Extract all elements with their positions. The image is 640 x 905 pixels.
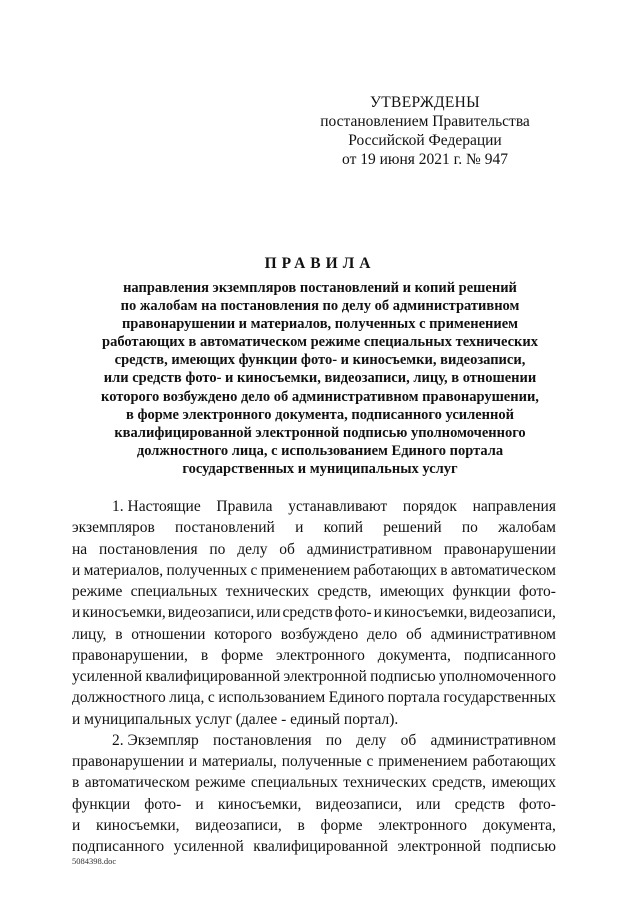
body-word: решений (383, 519, 442, 537)
body-word: по (209, 540, 226, 558)
body-word: специальных (250, 774, 338, 792)
body-line (72, 645, 556, 666)
body-word: лица, (169, 689, 205, 707)
body-word: имеющих (379, 583, 445, 600)
body-word: форме (221, 646, 264, 664)
subtitle-line: квалифицированной электронной подписью уполномоченного (114, 424, 526, 441)
subtitle-line: по жалобам на постановления по делу об административном (120, 298, 520, 315)
body-word: усиленной (72, 668, 143, 685)
body-word: применением (260, 561, 351, 579)
body-line (72, 709, 556, 730)
body-word: административном (430, 625, 556, 643)
body-word: форме (320, 816, 363, 834)
body-word: и (195, 795, 204, 813)
subtitle-line: или средств фото- и киносъемки, видеозаписи, лицу, в отношении (103, 370, 537, 387)
subtitle-line: работающих в автоматическом режиме специальных технических (102, 334, 538, 351)
body-word: с (366, 753, 374, 770)
body-word: в (115, 625, 123, 643)
subtitle-line: правонарушении и материалов, полученных с применением (121, 316, 519, 333)
body-word: административном (430, 731, 556, 749)
body-word: специальных (130, 583, 218, 600)
body-word: фото- (518, 795, 556, 813)
body-line (72, 560, 556, 581)
body-word: в (440, 561, 448, 579)
body-word: об (279, 540, 295, 558)
body-word: на (72, 540, 88, 558)
body-word: отношении (131, 625, 206, 643)
body-word: должностного (72, 689, 166, 707)
approval-heading: УТВЕРЖДЕНЫ (370, 94, 480, 111)
body-word: видеозаписи, (167, 604, 255, 622)
body-line (72, 687, 556, 708)
body-word: дело (367, 625, 398, 643)
body-word: использованием (218, 689, 326, 707)
body-word: автоматическом (450, 561, 556, 579)
document-body (72, 496, 556, 857)
body-word: фото- (518, 583, 556, 600)
body-word: Единого (328, 689, 385, 707)
body-word: направления (472, 498, 556, 515)
body-line (72, 624, 556, 645)
body-word: квалифицированной (145, 668, 281, 685)
body-word: имеющих (491, 774, 556, 792)
body-word: режиме (195, 774, 246, 792)
body-word: которого (214, 625, 272, 643)
body-word: возбуждено (280, 625, 359, 643)
body-word: копий (323, 519, 364, 537)
body-word: экземпляров (72, 519, 155, 537)
body-word: работающих (472, 753, 556, 770)
file-code: 5084398.doc (72, 856, 117, 866)
subtitle-line: должностного лица, с использованием Единого портала (136, 442, 504, 459)
body-line (72, 666, 556, 687)
body-line (72, 581, 556, 602)
body-line (72, 794, 556, 815)
body-word: Правила (216, 498, 273, 515)
body-word: и (188, 753, 198, 770)
body-word: подписанного (72, 838, 165, 855)
body-word: с (250, 561, 258, 579)
body-word: подписью (370, 668, 436, 685)
subtitle-line: которого возбуждено дело об административном правонарушении, (101, 388, 539, 405)
body-word: видеозаписи, (469, 604, 556, 622)
body-word: фото- (334, 604, 372, 622)
body-word: документа, (377, 646, 451, 664)
body-word: видеозаписи, (195, 816, 282, 834)
body-word: средств (454, 795, 505, 813)
body-word: усиленной (173, 838, 244, 855)
body-word: средств (282, 604, 333, 622)
body-word: подписью (490, 838, 556, 855)
body-word: документа, (482, 816, 556, 834)
body-word: делу (356, 731, 387, 749)
body-word: административном (306, 540, 433, 558)
body-word: государственных (443, 689, 556, 707)
body-word: электронной (283, 668, 367, 685)
body-word: с (207, 689, 215, 707)
body-word: функции (72, 795, 131, 813)
body-word: автоматическом (84, 774, 190, 792)
body-word: и муниципальных услуг (далее - единый портал). (72, 710, 399, 728)
body-word: средств, (317, 583, 372, 600)
body-word: порядок (402, 498, 457, 515)
body-word: в (200, 646, 209, 664)
body-word: правонарушении, (72, 646, 188, 664)
body-word: полученные (281, 753, 362, 770)
body-word: правонарушении (443, 540, 556, 558)
body-word: уполномоченного (438, 668, 556, 685)
body-word: 1. Настоящие (112, 498, 201, 515)
body-line (72, 496, 556, 517)
body-word: об (406, 625, 422, 643)
body-word: функции (452, 583, 511, 600)
body-word: устанавливают (288, 498, 388, 515)
body-word: работающих (353, 561, 437, 579)
document-subtitle (80, 279, 560, 478)
body-word: применением (378, 753, 468, 770)
body-word: постановления (213, 731, 312, 749)
body-line (72, 751, 556, 772)
body-word: постановления (98, 540, 198, 558)
body-line (72, 730, 556, 751)
body-word: или (416, 795, 441, 813)
body-word: видеозаписи, (315, 795, 403, 813)
body-word: и (373, 604, 382, 622)
body-word: постановлений (175, 519, 275, 537)
body-word: киносъемки, (95, 816, 180, 834)
body-word: фото- (144, 795, 182, 813)
approval-line: постановлением Правительства (320, 113, 530, 130)
body-word: портала (387, 689, 440, 707)
body-word: полученных (166, 561, 248, 579)
body-word: об (400, 731, 417, 749)
body-word: электронного (378, 816, 468, 834)
subtitle-line: направления экземпляров постановлений и копий решений (123, 280, 517, 296)
subtitle-line: в форме электронного документа, подписанного усиленной (125, 406, 514, 423)
body-word: жалобам (498, 519, 556, 537)
body-word: в (297, 816, 305, 834)
body-line (72, 602, 556, 623)
body-word: лицу, (72, 625, 107, 643)
body-word: и (72, 604, 81, 622)
body-word: и (295, 519, 304, 537)
approval-block (300, 93, 550, 169)
body-word: по (461, 519, 478, 537)
body-word: 2. Экземпляр (112, 731, 199, 749)
document-title: ПРАВИЛА (264, 255, 376, 272)
body-word: в (72, 774, 80, 792)
body-word: режиме (72, 583, 123, 600)
body-word: электронной (397, 838, 481, 855)
body-line (72, 815, 556, 836)
body-word: квалифицированной (253, 838, 388, 855)
body-word: киносъемки, (217, 795, 302, 813)
body-word: и (72, 561, 81, 579)
body-word: средств, (431, 774, 487, 792)
body-word: киносъемки, (383, 604, 468, 622)
approval-line: Российской Федерации (348, 132, 502, 149)
body-word: киносъемки, (82, 604, 166, 622)
body-line (72, 836, 556, 857)
body-word: или (256, 604, 281, 622)
body-word: технических (225, 583, 310, 600)
body-word: и (72, 816, 81, 834)
approval-date-number: от 19 июня 2021 г. № 947 (342, 151, 508, 168)
body-word: правонарушении (72, 753, 185, 770)
body-word: электронного (275, 646, 365, 664)
body-word: материалов, (83, 561, 164, 579)
body-word: делу (237, 540, 268, 558)
body-line (72, 772, 556, 793)
body-line (72, 517, 556, 538)
body-line (72, 539, 556, 560)
body-word: технических (343, 774, 427, 792)
subtitle-line: средств, имеющих функции фото- и киносъемки, видеозаписи, (114, 352, 526, 369)
body-word: материалы, (202, 753, 277, 770)
body-word: подписанного (463, 646, 556, 664)
subtitle-line: государственных и муниципальных услуг (182, 460, 458, 477)
body-word: по (325, 731, 342, 749)
